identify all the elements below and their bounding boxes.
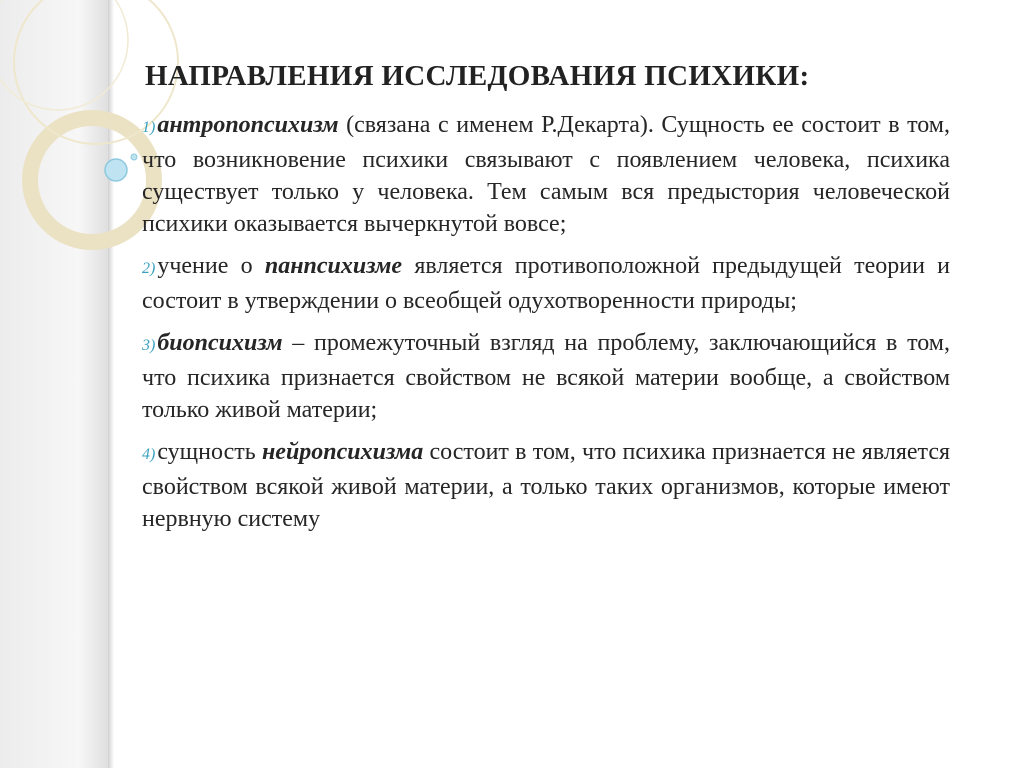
list-item-2 [142, 250, 950, 317]
list-item-1 [142, 109, 950, 240]
item-text: состоит в том, что психика признается не является свойством всякой живой материи, а только таких организмов, которые имеют нервную систему [142, 439, 951, 532]
slide-content [142, 60, 950, 545]
item-number: 4) [142, 446, 156, 463]
item-text: является противоположной предыдущей теории и состоит в утверждении о всеобщей одухотворенности природы; [142, 253, 951, 314]
item-term: антропопсихизм [157, 112, 339, 138]
item-term: биопсихизм [157, 330, 283, 356]
item-number: 3) [142, 337, 156, 354]
slide-title: НАПРАВЛЕНИЯ ИССЛЕДОВАНИЯ ПСИХИКИ: [145, 60, 810, 92]
list-item-3 [142, 327, 950, 426]
item-text: (связана с именем Р.Декарта). Сущность ее состоит в том, что возникновение психики связывают с появлением человека, психика существует только у человека. Тем самым вся предыстория человеческой психики оказывается вычеркнутой вовсе; [142, 112, 950, 237]
large-ring-icon [30, 118, 154, 242]
thin-arc-icon [0, 0, 128, 110]
item-prefix: сущность [157, 439, 262, 465]
item-number: 1) [142, 119, 156, 136]
bubble-icon [105, 159, 127, 181]
item-text: – промежуточный взгляд на проблему, заключающийся в том, что психика признается свойством не всякой материи вообще, а свойством только живой материи; [142, 330, 950, 423]
item-prefix: учение о [157, 253, 265, 279]
list-item-4 [142, 436, 950, 535]
item-term: нейропсихизма [261, 439, 424, 465]
item-number: 2) [142, 260, 156, 277]
small-bubble-icon [131, 154, 137, 160]
item-term: панпсихизме [264, 253, 403, 279]
